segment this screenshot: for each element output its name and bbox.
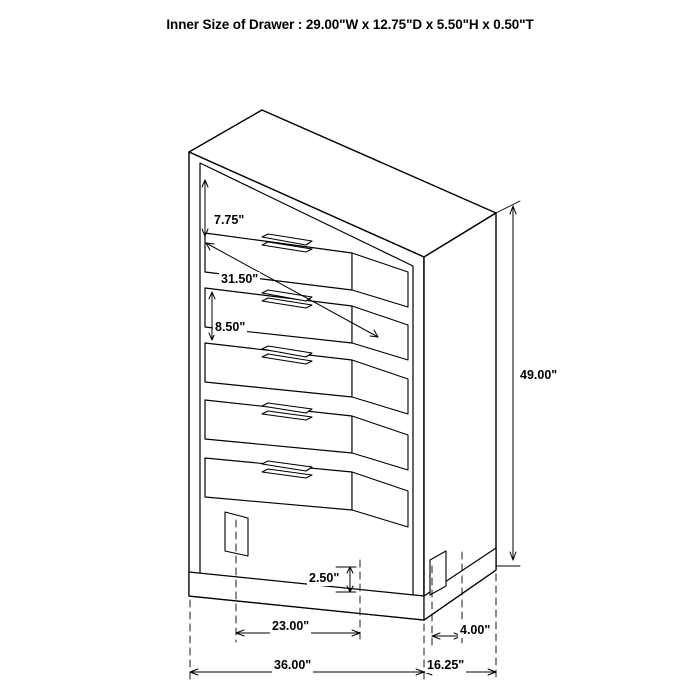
dim-label-base-inner-width: 23.00" bbox=[272, 619, 310, 633]
dim-label-top-inset: 7.75" bbox=[214, 213, 245, 227]
dim-label-drawer-inner-width: 8.50" bbox=[215, 320, 246, 334]
dim-label-foot-height: 2.50" bbox=[309, 571, 340, 585]
ext-line-49-top bbox=[496, 201, 520, 213]
page-title: Inner Size of Drawer : 29.00"W x 12.75"D x 5.50"H x 0.50"T bbox=[166, 17, 534, 32]
foot-rear-left bbox=[225, 512, 248, 556]
dim-label-overall-depth: 16.25" bbox=[427, 658, 465, 672]
dim-label-overall-height: 49.00" bbox=[520, 368, 558, 382]
dim-label-foot-depth: 4.00" bbox=[460, 623, 491, 637]
dim-label-drawer-front-width: 31.50" bbox=[221, 272, 259, 286]
dim-label-overall-width: 36.00" bbox=[274, 658, 312, 672]
